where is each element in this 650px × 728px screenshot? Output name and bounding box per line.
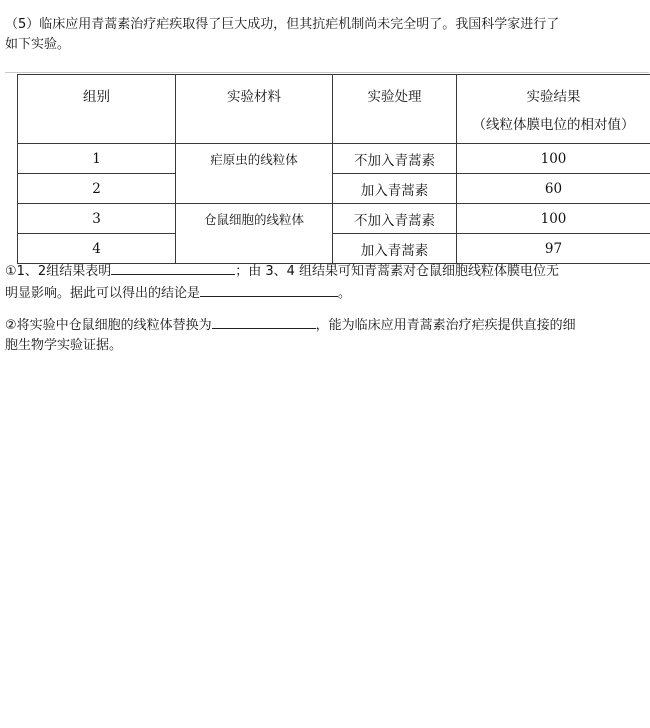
header-result-title: 实验结果 (526, 89, 581, 105)
result-cell: 97 (457, 234, 650, 264)
result-cell: 100 (457, 204, 650, 234)
table-row (18, 144, 650, 174)
group-cell: 1 (18, 144, 176, 174)
header-result-subtitle: （线粒体膜电位的相对值） (472, 117, 635, 133)
result-cell: 100 (457, 144, 650, 174)
header-result (457, 75, 650, 144)
divider (5, 72, 649, 73)
table-row (18, 204, 650, 234)
treatment-cell: 不加入青蒿素 (333, 204, 457, 234)
question-2 (5, 314, 585, 356)
question-1-text-c: 。 (338, 286, 352, 301)
question-1 (5, 260, 565, 304)
intro-paragraph: （5）临床应用青蒿素治疗疟疾取得了巨大成功，但其抗疟机制尚未完全明了。我国科学家进行了如下实验。 (5, 17, 560, 52)
treatment-cell: 不加入青蒿素 (333, 144, 457, 174)
answer-blank-2[interactable] (200, 282, 338, 297)
material-cell: 仓鼠细胞的线粒体 (176, 204, 333, 264)
question-2-text-b: ，能为临床应用青蒿素治疗疟疾提供直接的细胞生物学实验证据。 (5, 318, 576, 353)
table-row (18, 234, 650, 264)
group-cell: 3 (18, 204, 176, 234)
question-1-text-b: ；由 3、4 组结果可知青蒿素对仓鼠细胞线粒体膜电位无明显影响。据此可以得出的结论是 (5, 264, 560, 301)
table-row (18, 174, 650, 204)
answer-blank-3[interactable] (212, 314, 316, 329)
material-cell: 疟原虫的线粒体 (176, 144, 333, 204)
experiment-table (17, 74, 650, 264)
header-material: 实验材料 (176, 75, 333, 144)
header-treatment: 实验处理 (333, 75, 457, 144)
treatment-cell: 加入青蒿素 (333, 234, 457, 264)
treatment-cell: 加入青蒿素 (333, 174, 457, 204)
group-cell: 4 (18, 234, 176, 264)
header-group: 组别 (18, 75, 176, 144)
group-cell: 2 (18, 174, 176, 204)
answer-blank-1[interactable] (111, 260, 235, 275)
question-1-text-a: ①1、2组结果表明 (5, 264, 112, 279)
question-2-text-a: ②将实验中仓鼠细胞的线粒体替换为 (5, 318, 212, 333)
result-cell: 60 (457, 174, 650, 204)
